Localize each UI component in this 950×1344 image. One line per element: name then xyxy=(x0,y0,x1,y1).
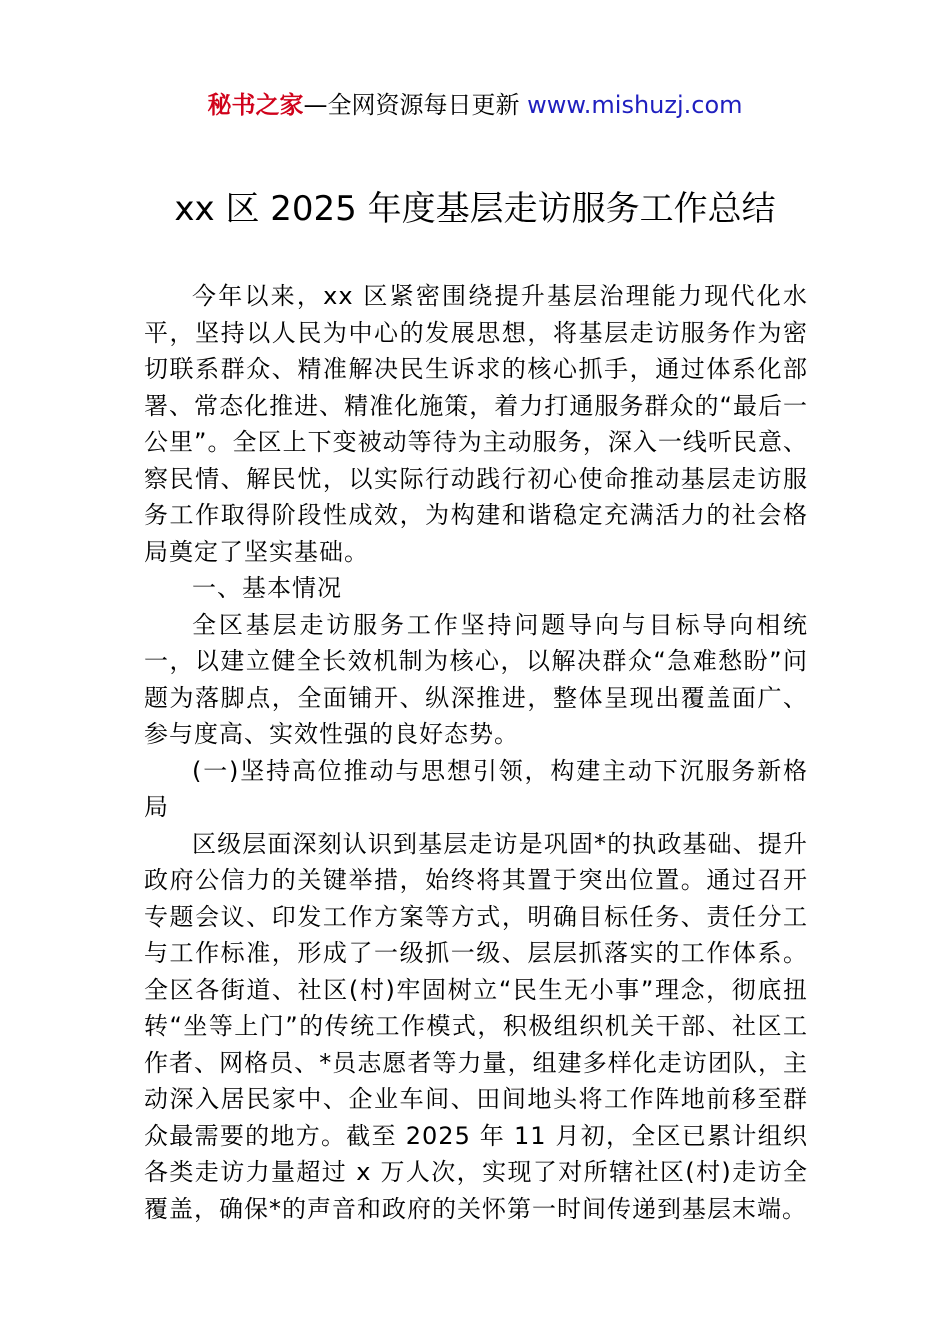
section-paragraph: 全区基层走访服务工作坚持问题导向与目标导向相统一，以建立健全长效机制为核心，以解决群众“急难愁盼”问题为落脚点，全面铺开、纵深推进，整体呈现出覆盖面广、参与度高、实效性强的良好态势。 xyxy=(144,610,808,748)
document-body xyxy=(144,278,808,1227)
site-tagline: —全网资源每日更新 xyxy=(303,91,528,119)
subsection-paragraph: 区级层面深刻认识到基层走访是巩固*的执政基础、提升政府公信力的关键举措，始终将其置于突出位置。通过召开专题会议、印发工作方案等方式，明确目标任务、责任分工与工作标准，形成了一级抓一级、层层抓落实的工作体系。全区各街道、社区(村)牢固树立“民生无小事”理念，彻底扭转“坐等上门”的传统工作模式，积极组织机关干部、社区工作者、网格员、*员志愿者等力量，组建多样化走访团队，主动深入居民家中、企业车间、田间地头将工作阵地前移至群众最需要的地方。截至 2025 年 11 月初，全区已累计组织各类走访力量超过 x 万人次，实现了对所辖社区(村)走访全覆盖，确保*的声音和政府的关怀第一时间传递到基层末端。 xyxy=(144,829,808,1223)
site-url: www.mishuzj.com xyxy=(527,91,743,119)
section-heading: 一、基本情况 xyxy=(192,574,342,602)
intro-paragraph: 今年以来，xx 区紧密围绕提升基层治理能力现代化水平，坚持以人民为中心的发展思想，将基层走访服务作为密切联系群众、精准解决民生诉求的核心抓手，通过体系化部署、常态化推进、精准化施策，着力打通服务群众的“最后一公里”。全区上下变被动等待为主动服务，深入一线听民意、察民情、解民忧，以实际行动践行初心使命推动基层走访服务工作取得阶段性成效，为构建和谐稳定充满活力的社会格局奠定了坚实基础。 xyxy=(144,282,808,566)
document-title: xx 区 2025 年度基层走访服务工作总结 xyxy=(174,189,776,229)
site-header xyxy=(0,88,950,122)
site-brand: 秘书之家 xyxy=(207,91,304,119)
subsection-heading: (一)坚持高位推动与思想引领，构建主动下沉服务新格局 xyxy=(144,756,808,821)
